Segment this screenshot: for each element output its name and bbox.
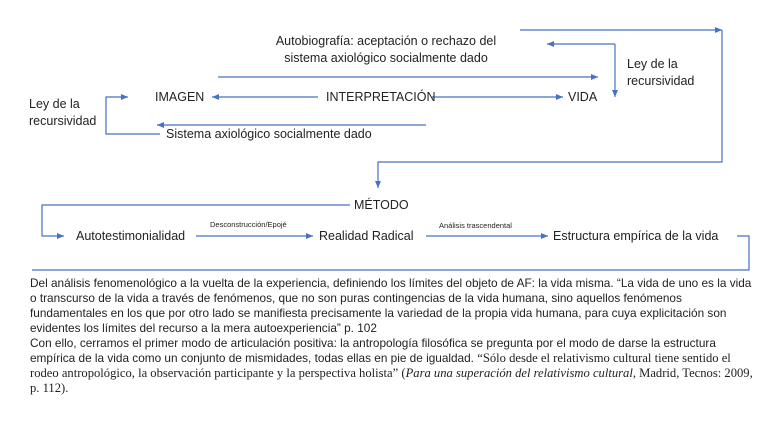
transcendental-analysis-label: Análisis trascendental <box>439 221 512 230</box>
axiological-system-label: Sistema axiológico socialmente dado <box>166 127 372 141</box>
law-right-line2: recursividad <box>627 74 695 88</box>
autobiography-line2: sistema axiológico socialmente dado <box>284 51 488 65</box>
paragraph-2-quote: “Sólo desde el relativismo cultural tiene sentido el rodeo antropológico, la observación participante y la perspectiva holista” ( <box>30 351 731 380</box>
paragraph-2 <box>30 336 760 396</box>
law-left-line2: recursividad <box>29 114 97 128</box>
paragraph-2-book-title: Para una superación del relativismo cultural <box>405 366 633 380</box>
life-node: VIDA <box>568 90 598 104</box>
paragraph-2-citation: , Madrid, Tecnos: 2009, p. 112). <box>30 366 753 395</box>
autobiography-line1: Autobiografía: aceptación o rechazo del <box>275 34 497 48</box>
image-node: IMAGEN <box>155 90 205 104</box>
interpretation-node: INTERPRETACIÓN <box>326 90 436 104</box>
autotestimoniality-node: Autotestimonialidad <box>76 229 186 243</box>
autobiography-label <box>262 34 510 66</box>
arrow-recursion-left <box>106 97 160 134</box>
radical-reality-node: Realidad Radical <box>319 229 414 243</box>
law-left-label <box>29 97 96 129</box>
law-right-line1: Ley de la <box>627 57 678 71</box>
law-left-line1: Ley de la <box>29 97 80 111</box>
empirical-structure-node: Estructura empírica de la vida <box>553 229 719 243</box>
paragraph-2-intro: Con ello, cerramos el primer modo de articulación positiva: la antropología filosófica se pregunta por el modo de darse la estructura empírica de la vida como un conjunto de mismidades, todas ellas en pie de igualdad. <box>30 336 716 365</box>
deconstruction-label: Desconstrucción/Epojé <box>210 220 287 229</box>
method-node: MÉTODO <box>354 198 409 212</box>
text-block <box>30 276 760 396</box>
law-right-label <box>627 57 694 89</box>
paragraph-1: Del análisis fenomenológico a la vuelta de la experiencia, definiendo los límites del objeto de AF: la vida misma. “La vida de uno es la vida o transcurso de la vida a través de fenómenos, que no son puras contingencias de la vida humana, sino aquellos fenómenos fundamentales en los que por otro lado se manifiesta precisamente la variedad de la propia vida humana, para cuya explicitación son evidentes los límites del recurso a la mera autoexperiencia” p. 102 <box>30 276 752 335</box>
